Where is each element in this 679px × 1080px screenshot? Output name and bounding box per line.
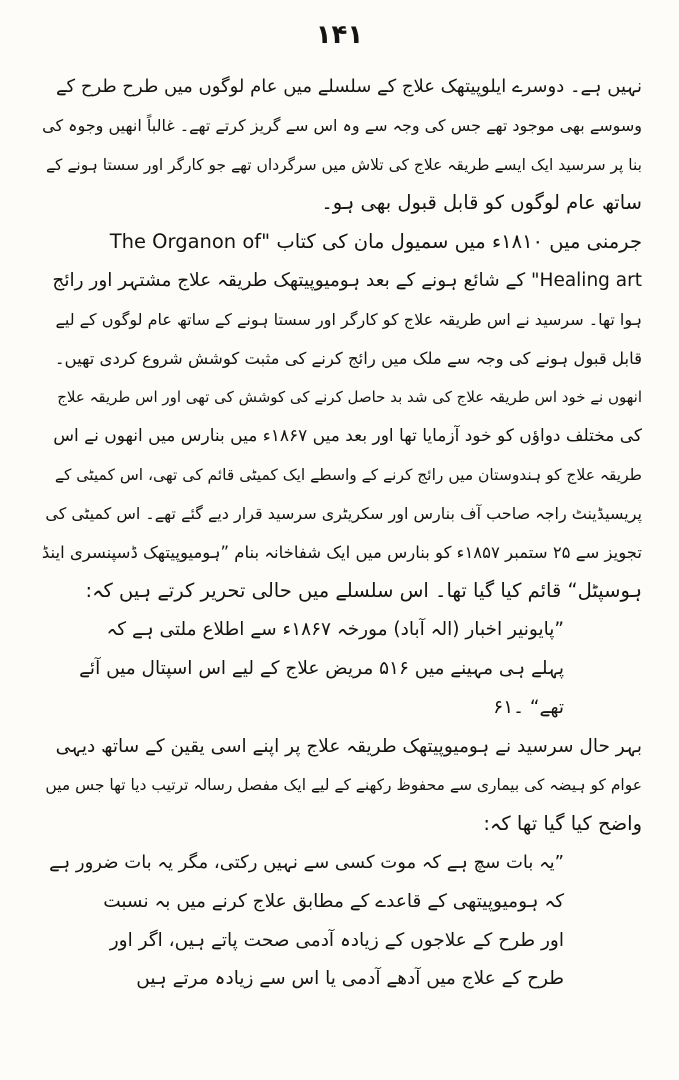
text-line: بنا پر سرسید ایک ایسے طریقہ علاج کی تلاش میں سرگرداں تھے جو کارگر اور سستا ہونے کے — [45, 155, 642, 174]
text-line: طریقہ علاج کو ہندوستان میں رائج کرنے کے واسطے ایک کمیٹی قائم کی تھی، اس کمیٹی کے — [54, 465, 642, 484]
text-line: واضح کیا گیا تھا کہ: — [483, 812, 642, 836]
text-line: نہیں ہے۔ دوسرے ایلوپیتھک علاج کے سلسلے میں عام لوگوں میں طرح طرح کے — [55, 76, 642, 97]
text-line: ہوسپٹل“ قائم کیا گیا تھا۔ اس سلسلے میں حالی تحریر کرتے ہیں کہ: — [85, 579, 642, 603]
quote-line: ”یہ بات سچ ہے کہ موت کسی سے نہیں رکتی، مگر یہ بات ضرور ہے — [49, 851, 564, 873]
quote-line: طرح کے علاج میں آدھے آدمی یا اس سے زیادہ مرتے ہیں — [136, 968, 564, 990]
text-line: Healing art" کے شائع ہونے کے بعد ہومیوپیتھک طریقہ علاج مشتہر اور رائج — [52, 269, 642, 291]
text-line: جرمنی میں ۱۸۱۰ء میں سمیول مان کی کتاب "The Organon of — [109, 230, 642, 254]
text-line: وسوسے بھی موجود تھے جس کی وجہ سے وہ اس سے گریز کرتے تھے۔ غالباً انھیں وجوہ کی — [42, 115, 642, 135]
quote-line: ”پایونیر اخبار (الہ آباد) مورخہ ۱۸۶۷ء سے اطلاع ملتی ہے کہ — [106, 619, 564, 641]
text-line: تجویز سے ۲۵ ستمبر ۱۸۵۷ء کو بنارس میں ایک شفاخانہ بنام ”ہومیوپیتھک ڈسپنسری اینڈ — [42, 542, 642, 562]
text-line: کی مختلف دواؤں کو خود آزمایا تھا اور بعد میں ۱۸۶۷ء میں بنارس میں انھوں نے اس — [53, 426, 642, 447]
text-line: پریسیڈینٹ راجہ صاحب آف بنارس اور سکریٹری سرسید قرار دیے گئے تھے۔ اس کمیٹی کی — [45, 503, 642, 523]
page-number: ۱۴۱ — [315, 20, 364, 50]
quote-line: پہلے ہی مہینے میں ۵۱۶ مریض علاج کے لیے اس اسپتال میں آئے — [79, 657, 564, 679]
text-line: عوام کو ہیضہ کی بیماری سے محفوظ رکھنے کے لیے ایک مفصل رسالہ ترتیب دیا تھا جس میں — [45, 776, 642, 795]
text-line: بہر حال سرسید نے ہومیوپیتھک طریقہ علاج پر اپنے اسی یقین کے ساتھ دیہی — [55, 735, 642, 757]
text-line: انھوں نے خود اس طریقہ علاج کی شد بد حاصل کرنے کی کوشش کی تھی اور اس طریقہ علاج — [57, 388, 642, 407]
text-line: ہوا تھا۔ سرسید نے اس طریقہ علاج کو کارگر اور سستا ہونے کے ساتھ عام لوگوں کے لیے — [55, 309, 642, 329]
page-text — [42, 68, 642, 999]
text-line: قابل قبول ہونے کی وجہ سے ملک میں رائج کرنے کی مثبت کوشش شروع کردی تھیں۔ — [54, 348, 642, 368]
text-line: ساتھ عام لوگوں کو قابل قبول بھی ہو۔ — [321, 191, 642, 215]
quote-line: تھے“ ۔۶۱ — [493, 696, 564, 718]
quote-line: اور طرح کے علاجوں کے زیادہ آدمی صحت پاتے ہیں، اگر اور — [109, 929, 564, 951]
quote-line: کہ ہومیوپیتھی کے قاعدے کے مطابق علاج کرنے میں بہ نسبت — [103, 890, 564, 912]
